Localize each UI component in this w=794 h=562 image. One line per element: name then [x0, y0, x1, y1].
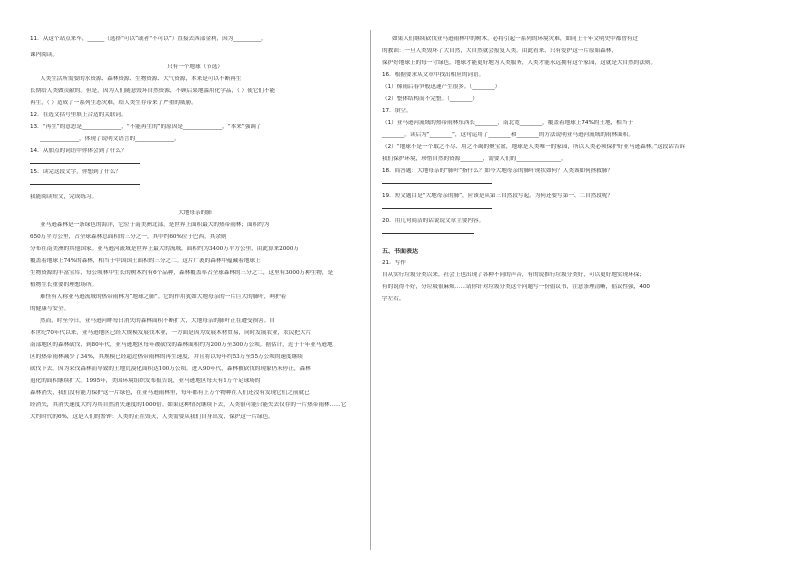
passage1-line: 长期给人类做贡献的。但是，因为人们随意毁坏自然资源，不顾后果地滥用化学品，（ ）使它们不能: [30, 87, 276, 94]
essay-prompt-line: 有的说得不好，分垃圾很麻烦……请你针对垃圾分类这个问题写一份倡议书，注意条理清晰，倡议性强，400: [382, 284, 650, 291]
essay-prompt-line: 字左右。: [382, 296, 405, 303]
passage1-line: 人类生活所需要的水资源、森林资源、生物资源、大气资源，本来是可以不断再生: [40, 75, 242, 82]
passage2-line: 分布在南美洲的其他国家。亚马逊河流域是世界上最大的流域，面积约为3400万平方公里，由此算来2000万: [30, 245, 300, 252]
passage2-line: 本世纪70年代以来，亚马逊地区已经大规模发展伐木业，一方面是因为发展木材贸易，同时发展农业，农民把大片: [30, 329, 312, 336]
section-5-title: 五、书面表达: [382, 247, 419, 255]
question-17-2-line-1: （2）“地球不是一个取之不尽、用之不竭的聚宝盆，地球是人类唯一的家园，所以人类必须保护好亚马逊森林。”这段话告诉: [382, 143, 686, 150]
reading2-section-title: 我能阅读短文，完成练习。: [30, 193, 98, 200]
right-column: [382, 36, 762, 303]
passage2-line: 南部地区的森林砍伐，到80年代，亚马逊地区每年被砍伐的森林面积约为200万至300万公顷。据估计，近于十年亚马逊地: [30, 341, 333, 348]
passage2-line: 森林消失，我们没有能力保护这一片绿色，在亚马逊雨林里，每年都有上万个物种在人们还没有发现它们之前就已: [30, 389, 310, 396]
question-17-1-line-2: ________。读后为“________”，这句运用了________和________的方法说明亚马逊河流域的雨林面积。: [382, 131, 634, 138]
passage2-line: 植物生长重要的理想场所。: [30, 281, 98, 288]
passage2-line: 的教训：一旦人类毁坏了大自然，大自然就会报复人类。由此看来，只有爱护这一片原始森林，: [382, 47, 617, 54]
question-15: 15．读完这段文字，你想到了什么？: [30, 168, 122, 175]
passage2-line: 如果人们继续砍伐亚马逊雨林中的树木，必将引起一系列的环境灾难，如同上千年文明史中都曾有过: [392, 36, 639, 42]
passage2-line: 经消失，其消失速度大约为其自然消失速度的1000倍。如果这种情况继续下去，人类很可能只能失去仅存的一片热带雨林……它: [30, 401, 347, 408]
question-16-2: （2）整体结构而不完整。（________）: [382, 95, 478, 102]
passage2-line: 覆盖着地球上74%的森林，相当于中国国土面积的三分之二。这片广袤的森林中蕴藏着地球上: [30, 257, 261, 264]
passage1-title: 只有一个地球（节选）: [167, 63, 223, 70]
question-11: 11．从这个站点来车，______（选择“可以”或者“不可以”）直接去西部金利，因为__________。: [30, 36, 267, 42]
question-12: 12．在选文括号里填上合适的关联词。: [30, 111, 127, 118]
question-18: 18．简答题：大地母亲的“肺叶”指什么？如今大地母亲的肺叶现状如何？人类该如何拯救肺？: [382, 167, 614, 174]
question-17-2-line-2: 我们保护环境，珍惜自然的资源________，需要人们的________________。: [382, 155, 567, 162]
passage2-line: 保护好地球上的每一寸绿色，地球才能更好地为人类服务，人类才能永远拥有这个家园，这就是大自然的法则。: [382, 59, 657, 66]
passage2-line: 砍伐下去。因为采伐森林而导致的土地荒漠化面积达100万公顷。进入90年代，森林被砍伐的现象仍未停止，森林: [30, 365, 311, 372]
question-13-line-2: ______________，体现了说明文语言的______________。: [40, 135, 180, 142]
passage2-line: 退化的面积继续扩大。1995年，美国环境组织发布报告说，亚马逊地区每天有1万个足球场的: [30, 377, 261, 384]
passage2-line: 的健康与安全。: [30, 305, 70, 312]
passage1-line: 再生，（ ）造成了一系列生态灾难，给人类生存带来了严重的威胁。: [30, 99, 197, 106]
question-14: 14．从加点的词语中你体会到了什么？: [30, 147, 127, 154]
passage2-line: 然而，时至今日，亚马逊河畔每日消失的森林面积不断扩大，大地母亲的肺叶正在遭受损害。自: [40, 317, 275, 324]
passage2-line: 区的热带雨林减少了34%，其规模已经超过热带雨林的再生速度，并且将以每年约53万至55万公顷的速度继续: [30, 353, 303, 360]
question-17: 17．填空。: [382, 107, 412, 114]
left-column: [30, 36, 360, 421]
passage2-line: 难怪有人称亚马逊流域的热带雨林为“地球之肺”。它的作用犹如大地母亲的一片巨大的肺叶，呵护着: [40, 293, 287, 300]
passage2-line: 大约时代的6%，这是人们的警钟：人类的正在毁灭，人类需要从我们自身出发，保护这一片绿色。: [30, 413, 274, 420]
column-divider: [370, 30, 371, 550]
question-17-1-line-1: （1）亚马逊河流域的热带雨林东西长________，南北宽________，覆盖着地球上74%的土地，相当于: [382, 119, 633, 126]
question-13-line-1: 13．“再生”的意思是______________，“不能再生的”的原因是______________，“本来”强调了: [30, 123, 262, 130]
reading-section-title: 课内阅读。: [30, 51, 58, 58]
passage2-title: 大地母亲的肺: [178, 209, 212, 216]
question-19: 19．短文题目是“大地母亲的肺”，应该是从第三自然段写起，为何还要写第一、二自然段呢？: [382, 192, 614, 199]
question-20: 20．用几句简洁的话说说文章主要内容。: [382, 217, 485, 224]
question-21: 21．写作: [382, 260, 406, 267]
question-16-1: （1）像雨后春笋般迅速产生很多。（________）: [382, 83, 501, 90]
passage2-line: 650万平方公里，占全球森林总面积的三分之一，其中约60%位于巴西，其余则: [30, 233, 227, 240]
passage2-line: 亚马逊森林是一条绿色的海洋，它位于南美洲北部，是世界上面积最大的热带雨林；面积约为: [40, 221, 270, 228]
passage2-line: 生物资源的丰富宝库，每公顷林中生长的树木约有6个品种，森林覆盖率占全球森林的三分之二，这里有3000万种生物，是: [30, 269, 334, 276]
question-16: 16．根据要求从文章中找出相应的词语。: [382, 71, 485, 78]
essay-prompt-line: 自从实行垃圾分类以来，社会上也出现了各种不同的声音，有的说推行垃圾分类好，可以更好地实现环保；: [382, 272, 645, 279]
